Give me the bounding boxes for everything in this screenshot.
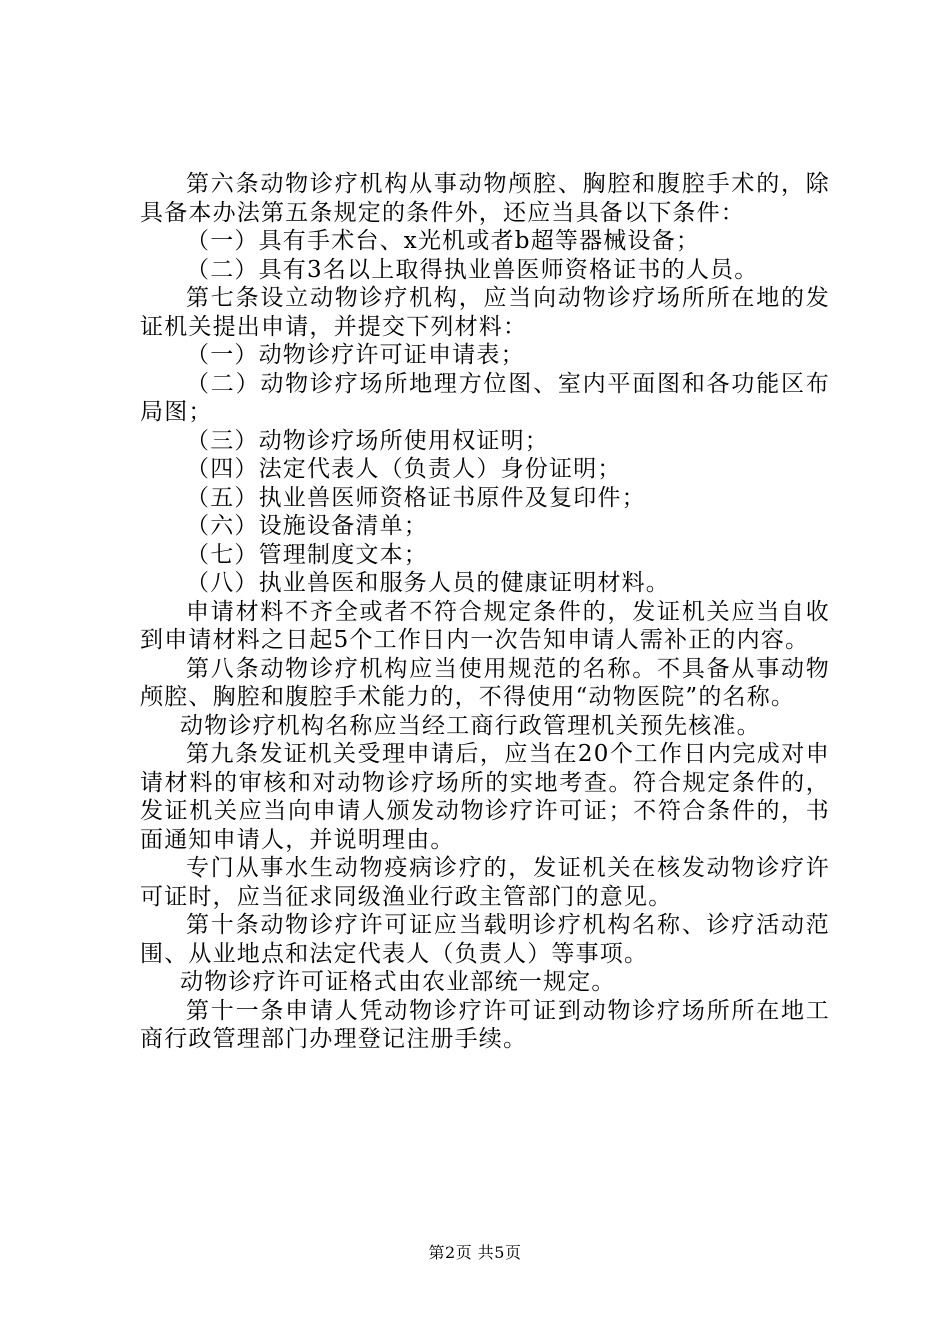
paragraph-item: （七）管理制度文本；: [186, 541, 428, 568]
paragraph-article-8: 第八条动物诊疗机构应当使用规范的名称。不具备从事动物颅腔、胸腔和腹腔手术能力的，不得使用“动物医院”的名称。: [140, 655, 830, 710]
paragraph-item: （八）执业兽医和服务人员的健康证明材料。: [186, 570, 670, 596]
paragraph-item: （四）法定代表人（负责人）身份证明；: [186, 456, 622, 482]
paragraph-item: （五）执业兽医师资格证书原件及复印件；: [186, 484, 646, 511]
paragraph-text: 动物诊疗许可证格式由农业部统一规定。: [180, 969, 616, 995]
document-body: [140, 170, 830, 1054]
paragraph-item: （一）具有手术台、x光机或者b超等器械设备；: [186, 228, 701, 254]
paragraph-item: （一）动物诊疗许可证申请表；: [186, 342, 525, 368]
paragraph-item: （二）动物诊疗场所地理方位图、室内平面图和各功能区布局图；: [140, 370, 830, 425]
paragraph-item: （二）具有3名以上取得执业兽医师资格证书的人员。: [186, 256, 759, 283]
paragraph-item: （三）动物诊疗场所使用权证明；: [186, 427, 549, 454]
paragraph-article-7: 第七条设立动物诊疗机构，应当向动物诊疗场所所在地的发证机关提出申请，并提交下列材料：: [140, 285, 830, 340]
page-number-footer: 第2页 共5页: [428, 1243, 522, 1262]
paragraph-article-6: 第六条动物诊疗机构从事动物颅腔、胸腔和腹腔手术的，除具备本办法第五条规定的条件外，还应当具备以下条件：: [140, 171, 830, 226]
paragraph-item: （六）设施设备清单；: [186, 513, 428, 539]
paragraph-article-10: 第十条动物诊疗许可证应当载明诊疗机构名称、诊疗活动范围、从业地点和法定代表人（负责人）等事项。: [140, 912, 830, 967]
paragraph-article-11: 第十一条申请人凭动物诊疗许可证到动物诊疗场所所在地工商行政管理部门办理登记注册手续。: [140, 997, 830, 1052]
paragraph-text: 动物诊疗机构名称应当经工商行政管理机关预先核准。: [180, 712, 761, 739]
paragraph-article-9: 第九条发证机关受理申请后，应当在20个工作日内完成对申请材料的审核和对动物诊疗场所的实地考查。符合规定条件的，发证机关应当向申请人颁发动物诊疗许可证；不符合条件的，书面通知申请人，并说明理由。: [140, 741, 830, 853]
paragraph-text: 专门从事水生动物疫病诊疗的，发证机关在核发动物诊疗许可证时，应当征求同级渔业行政主管部门的意见。: [140, 855, 830, 910]
paragraph-text: 申请材料不齐全或者不符合规定条件的，发证机关应当自收到申请材料之日起5个工作日内一次告知申请人需补正的内容。: [140, 598, 830, 653]
